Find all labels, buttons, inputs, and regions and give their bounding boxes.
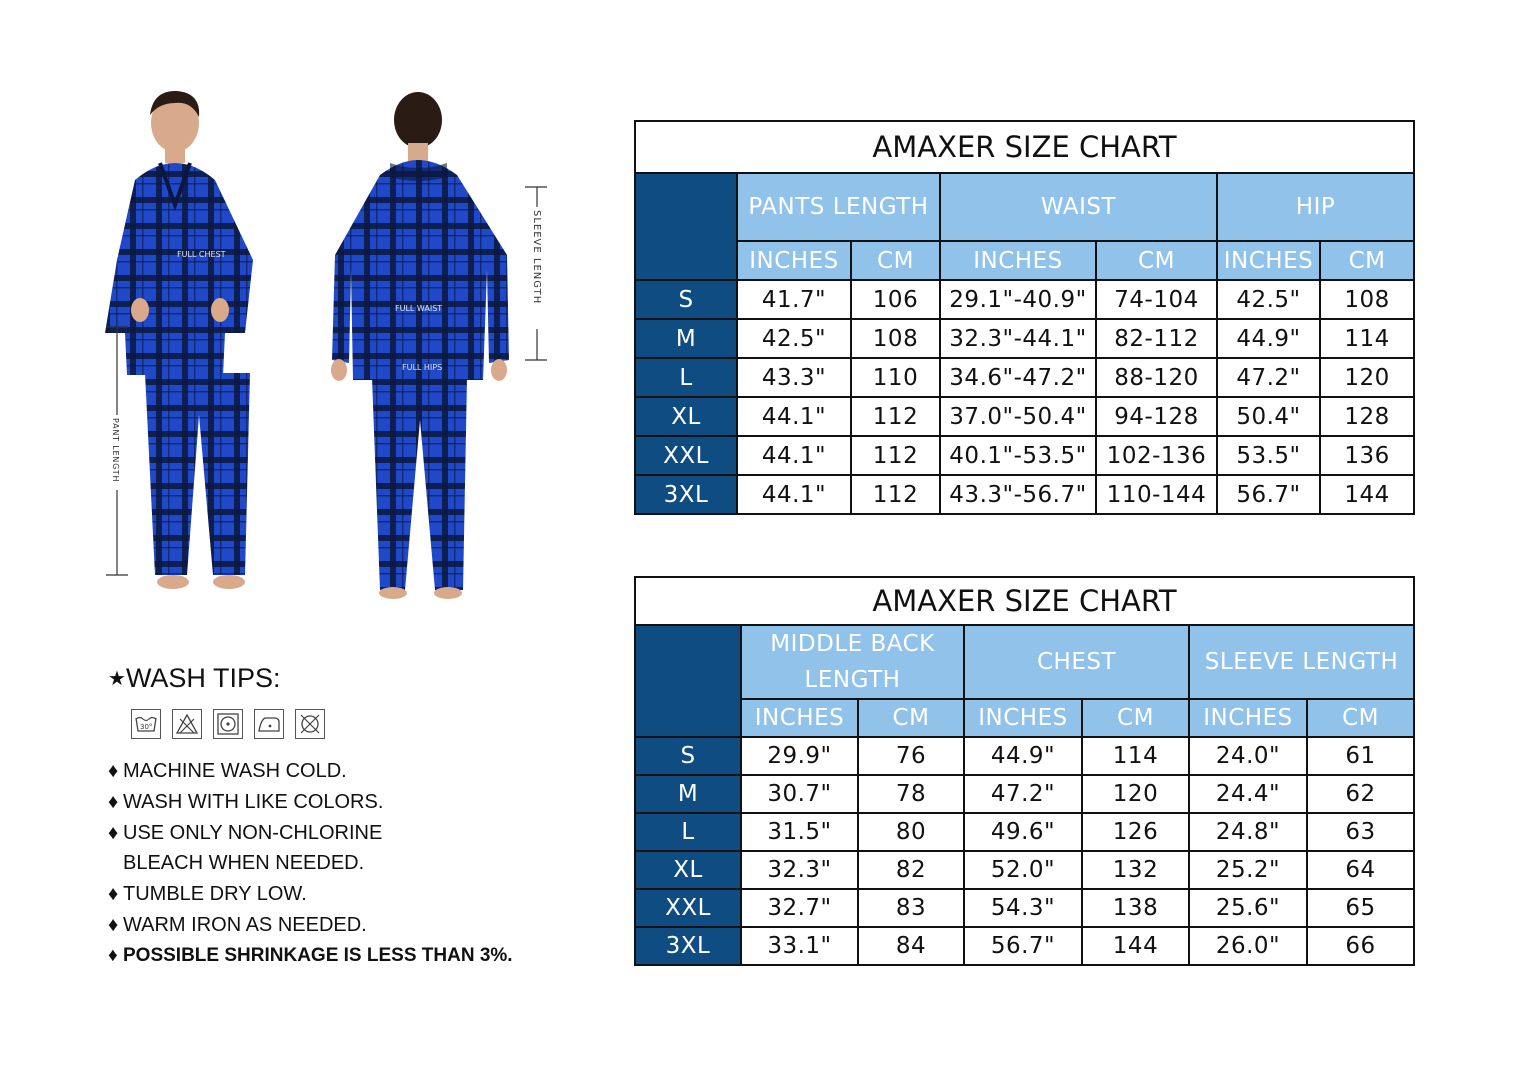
measurement-cell: 41.7": [737, 280, 851, 319]
measurement-cell: 47.2": [964, 775, 1082, 813]
measurement-cell: 24.4": [1189, 775, 1307, 813]
size-row: [635, 813, 1414, 851]
table1-unit: CM: [1320, 241, 1414, 280]
measurement-cell: 52.0": [964, 851, 1082, 889]
measurement-cell: 47.2": [1217, 358, 1320, 397]
measurement-cell: 76: [858, 737, 964, 775]
measurement-cell: 40.1"-53.5": [940, 436, 1096, 475]
measurement-cell: 112: [851, 475, 940, 514]
size-label-cell: L: [635, 358, 737, 397]
measurement-cell: 63: [1307, 813, 1414, 851]
table1-group-waist: WAIST: [940, 173, 1217, 241]
wash-tip: ♦ MACHINE WASH COLD.: [108, 756, 513, 787]
measurement-cell: 31.5": [741, 813, 858, 851]
measurement-cell: 112: [851, 436, 940, 475]
measurement-cell: 49.6": [964, 813, 1082, 851]
measurement-cell: 44.9": [964, 737, 1082, 775]
size-label-cell: M: [635, 319, 737, 358]
measurement-cell: 24.8": [1189, 813, 1307, 851]
measurement-cell: 126: [1082, 813, 1189, 851]
size-label-cell: XXL: [635, 889, 741, 927]
measurement-cell: 42.5": [737, 319, 851, 358]
measurement-cell: 110-144: [1096, 475, 1217, 514]
measurement-cell: 108: [851, 319, 940, 358]
measurement-cell: 108: [1320, 280, 1414, 319]
diamond-bullet-icon: ♦: [108, 760, 119, 782]
measurement-cell: 144: [1082, 927, 1189, 965]
measurement-cell: 82-112: [1096, 319, 1217, 358]
table2-unit: CM: [1307, 699, 1414, 737]
size-label-cell: M: [635, 775, 741, 813]
table1-group-hip: HIP: [1217, 173, 1414, 241]
back-waist-label: FULL WAIST: [395, 304, 443, 313]
measurement-cell: 33.1": [741, 927, 858, 965]
table2-group-sleeve-length: SLEEVE LENGTH: [1189, 625, 1414, 699]
measurement-cell: 44.1": [737, 397, 851, 436]
table2-unit: CM: [1082, 699, 1189, 737]
front-figure: [105, 91, 253, 589]
measurement-cell: 32.3"-44.1": [940, 319, 1096, 358]
table2-group-chest: CHEST: [964, 625, 1189, 699]
table2-title: AMAXER SIZE CHART: [635, 577, 1414, 625]
diamond-bullet-icon: ♦: [108, 821, 119, 844]
measurement-cell: 110: [851, 358, 940, 397]
wash-tips-title: WASH TIPS:: [125, 663, 281, 693]
no-bleach-icon: [172, 709, 202, 739]
measurement-cell: 106: [851, 280, 940, 319]
pant-length-measure: [106, 327, 128, 575]
table1-body: [635, 280, 1414, 514]
back-figure: [331, 92, 509, 599]
size-label-cell: XL: [635, 851, 741, 889]
measurement-cell: 65: [1307, 889, 1414, 927]
measurement-cell: 128: [1320, 397, 1414, 436]
size-row: [635, 737, 1414, 775]
measurement-cell: 64: [1307, 851, 1414, 889]
table1-corner: [635, 173, 737, 280]
size-chart-table-shirt: [634, 576, 1415, 966]
measurement-cell: 30.7": [741, 775, 858, 813]
measurement-cell: 78: [858, 775, 964, 813]
measurement-cell: 80: [858, 813, 964, 851]
pant-length-label: PANT LENGTH: [111, 418, 120, 483]
size-row: [635, 775, 1414, 813]
table2-unit: INCHES: [964, 699, 1082, 737]
measurement-cell: 66: [1307, 927, 1414, 965]
measurement-cell: 114: [1320, 319, 1414, 358]
wash-tip: ♦ POSSIBLE SHRINKAGE IS LESS THAN 3%.: [108, 941, 513, 972]
measurement-cell: 25.2": [1189, 851, 1307, 889]
measurement-cell: 102-136: [1096, 436, 1217, 475]
measurement-cell: 44.1": [737, 436, 851, 475]
size-row: [635, 319, 1414, 358]
wash-tip: ♦ TUMBLE DRY LOW.: [108, 879, 513, 910]
measurement-cell: 62: [1307, 775, 1414, 813]
size-row: [635, 475, 1414, 514]
measurement-cell: 37.0"-50.4": [940, 397, 1096, 436]
size-label-cell: S: [635, 280, 737, 319]
table1-unit: INCHES: [940, 241, 1096, 280]
care-symbols: [131, 709, 325, 739]
size-label-cell: 3XL: [635, 475, 737, 514]
measurement-cell: 84: [858, 927, 964, 965]
diamond-bullet-icon: ♦: [108, 883, 119, 906]
sleeve-length-measure: [525, 187, 547, 360]
iron-low-icon: [254, 709, 284, 739]
table1-group-pants-length: PANTS LENGTH: [737, 173, 940, 241]
measurement-cell: 50.4": [1217, 397, 1320, 436]
table2-unit: INCHES: [741, 699, 858, 737]
table2-group-middle-back-length: MIDDLE BACK LENGTH: [741, 625, 964, 699]
wash-tip: ♦ WASH WITH LIKE COLORS.: [108, 787, 513, 818]
measurement-cell: 53.5": [1217, 436, 1320, 475]
table2-body: [635, 737, 1414, 965]
measurement-cell: 114: [1082, 737, 1189, 775]
measurement-cell: 29.9": [741, 737, 858, 775]
wash-30-icon: [131, 709, 161, 739]
wash-tip-continued: BLEACH WHEN NEEDED.: [123, 852, 365, 875]
measurement-cell: 82: [858, 851, 964, 889]
table1-unit: INCHES: [1217, 241, 1320, 280]
wash-temp-label: 30°: [140, 723, 153, 731]
size-label-cell: S: [635, 737, 741, 775]
sleeve-length-label: SLEEVE LENGTH: [531, 210, 542, 305]
front-chest-label: FULL CHEST: [177, 250, 226, 259]
size-label-cell: L: [635, 813, 741, 851]
measurement-cell: 74-104: [1096, 280, 1217, 319]
measurement-cell: 44.1": [737, 475, 851, 514]
table2-unit: INCHES: [1189, 699, 1307, 737]
size-label-cell: 3XL: [635, 927, 741, 965]
size-row: [635, 397, 1414, 436]
measurement-cell: 29.1"-40.9": [940, 280, 1096, 319]
diamond-bullet-icon: ♦: [108, 790, 119, 813]
measurement-cell: 43.3"-56.7": [940, 475, 1096, 514]
measurement-cell: 112: [851, 397, 940, 436]
measurement-cell: 25.6": [1189, 889, 1307, 927]
back-hips-label: FULL HIPS: [402, 363, 443, 372]
diamond-bullet-icon: ♦: [108, 913, 119, 936]
table1-title: AMAXER SIZE CHART: [635, 121, 1414, 173]
size-row: [635, 436, 1414, 475]
size-row: [635, 889, 1414, 927]
pajama-model-illustration: [95, 85, 565, 610]
wash-tips-heading: [108, 663, 280, 694]
table2-corner: [635, 625, 741, 737]
table1-unit: CM: [851, 241, 940, 280]
measurement-cell: 132: [1082, 851, 1189, 889]
size-row: [635, 358, 1414, 397]
measurement-cell: 43.3": [737, 358, 851, 397]
measurement-cell: 136: [1320, 436, 1414, 475]
measurement-cell: 61: [1307, 737, 1414, 775]
measurement-cell: 120: [1082, 775, 1189, 813]
table1-unit: INCHES: [737, 241, 851, 280]
measurement-cell: 42.5": [1217, 280, 1320, 319]
measurement-cell: 32.7": [741, 889, 858, 927]
measurement-cell: 120: [1320, 358, 1414, 397]
measurement-cell: 26.0": [1189, 927, 1307, 965]
measurement-cell: 24.0": [1189, 737, 1307, 775]
size-chart-table-pants: [634, 120, 1415, 515]
measurement-cell: 32.3": [741, 851, 858, 889]
measurement-cell: 83: [858, 889, 964, 927]
table1-unit: CM: [1096, 241, 1217, 280]
size-row: [635, 851, 1414, 889]
size-row: [635, 280, 1414, 319]
tumble-dry-low-icon: [213, 709, 243, 739]
wash-tips-list: [108, 756, 513, 972]
measurement-cell: 56.7": [964, 927, 1082, 965]
no-dry-clean-icon: [295, 709, 325, 739]
size-row: [635, 927, 1414, 965]
size-label-cell: XXL: [635, 436, 737, 475]
table2-unit: CM: [858, 699, 964, 737]
size-label-cell: XL: [635, 397, 737, 436]
measurement-cell: 44.9": [1217, 319, 1320, 358]
measurement-cell: 138: [1082, 889, 1189, 927]
measurement-cell: 88-120: [1096, 358, 1217, 397]
wash-tip: ♦ USE ONLY NON-CHLORINE: [108, 818, 513, 849]
measurement-cell: 56.7": [1217, 475, 1320, 514]
measurement-cell: 34.6"-47.2": [940, 358, 1096, 397]
measurement-cell: 94-128: [1096, 397, 1217, 436]
measurement-cell: 144: [1320, 475, 1414, 514]
measurement-cell: 54.3": [964, 889, 1082, 927]
wash-tip: ♦ WARM IRON AS NEEDED.: [108, 910, 513, 941]
star-icon: ★: [108, 668, 126, 690]
diamond-bullet-icon: ♦: [108, 944, 118, 966]
